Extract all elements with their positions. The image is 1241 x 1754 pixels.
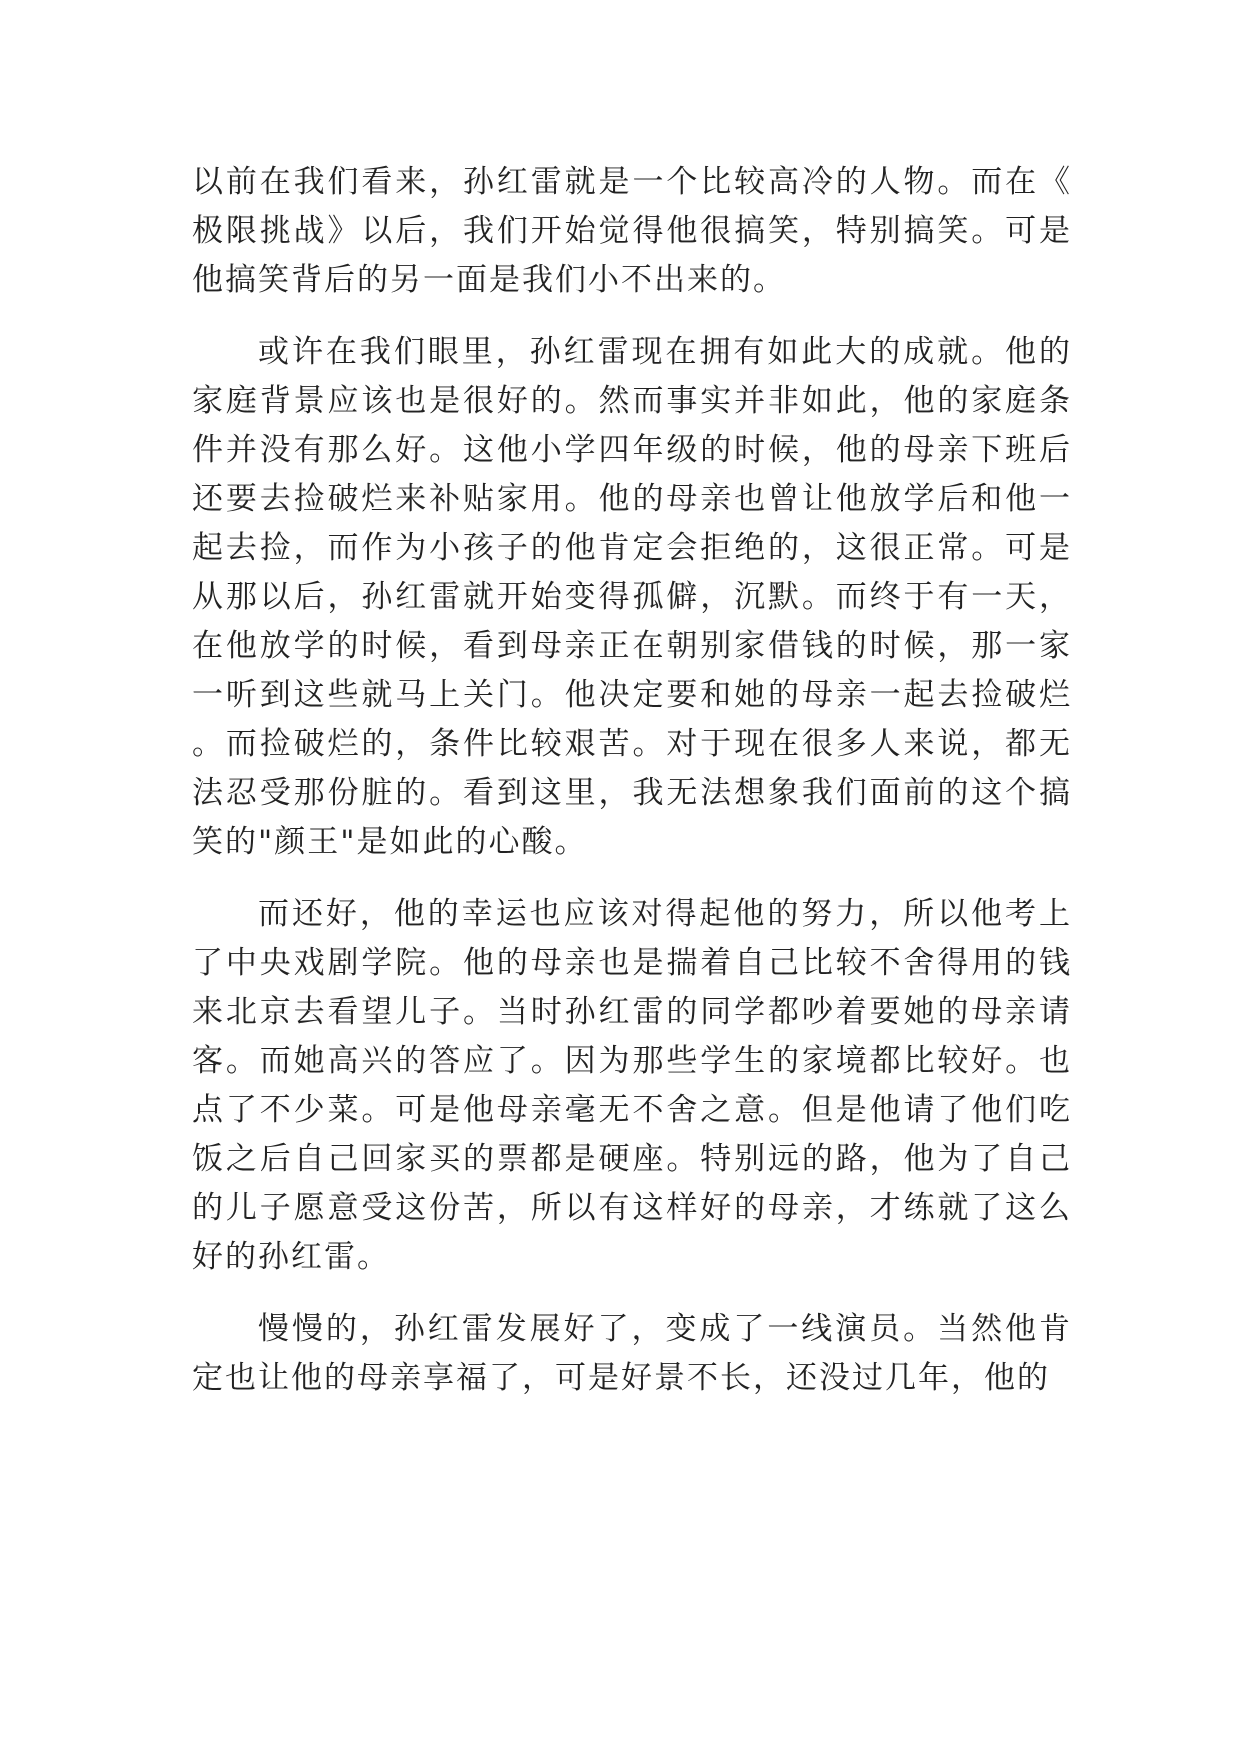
paragraph-2: 或许在我们眼里，孙红雷现在拥有如此大的成就。他的家庭背景应该也是很好的。然而事实并非如此，他的家庭条件并没有那么好。这他小学四年级的时候，他的母亲下班后还要去捡破烂来补贴家用。他的母亲也曾让他放学后和他一起去捡，而作为小孩子的他肯定会拒绝的，这很正常。可是从那以后，孙红雷就开始变得孤僻，沉默。而终于有一天，在他放学的时候，看到母亲正在朝别家借钱的时候，那一家一听到这些就马上关门。他决定要和她的母亲一起去捡破烂。而捡破烂的，条件比较艰苦。对于现在很多人来说，都无法忍受那份脏的。看到这里，我无法想象我们面前的这个搞笑的"颜王"是如此的心酸。: [192, 334, 1072, 860]
paragraph-4: 慢慢的，孙红雷发展好了，变成了一线演员。当然他肯定也让他的母亲享福了，可是好景不长，还没过几年，他的: [192, 1311, 1072, 1396]
paragraph-3: 而还好，他的幸运也应该对得起他的努力，所以他考上了中央戏剧学院。他的母亲也是揣着自己比较不舍得用的钱来北京去看望儿子。当时孙红雷的同学都吵着要她的母亲请客。而她高兴的答应了。因为那些学生的家境都比较好。也点了不少菜。可是他母亲毫无不舍之意。但是他请了他们吃饭之后自己回家买的票都是硬座。特别远的路，他为了自己的儿子愿意受这份苦，所以有这样好的母亲，才练就了这么好的孙红雷。: [192, 896, 1072, 1275]
paragraph-1: 以前在我们看来，孙红雷就是一个比较高冷的人物。而在《极限挑战》以后，我们开始觉得他很搞笑，特别搞笑。可是他搞笑背后的另一面是我们小不出来的。: [192, 164, 1072, 298]
body-text: [192, 158, 1072, 1403]
